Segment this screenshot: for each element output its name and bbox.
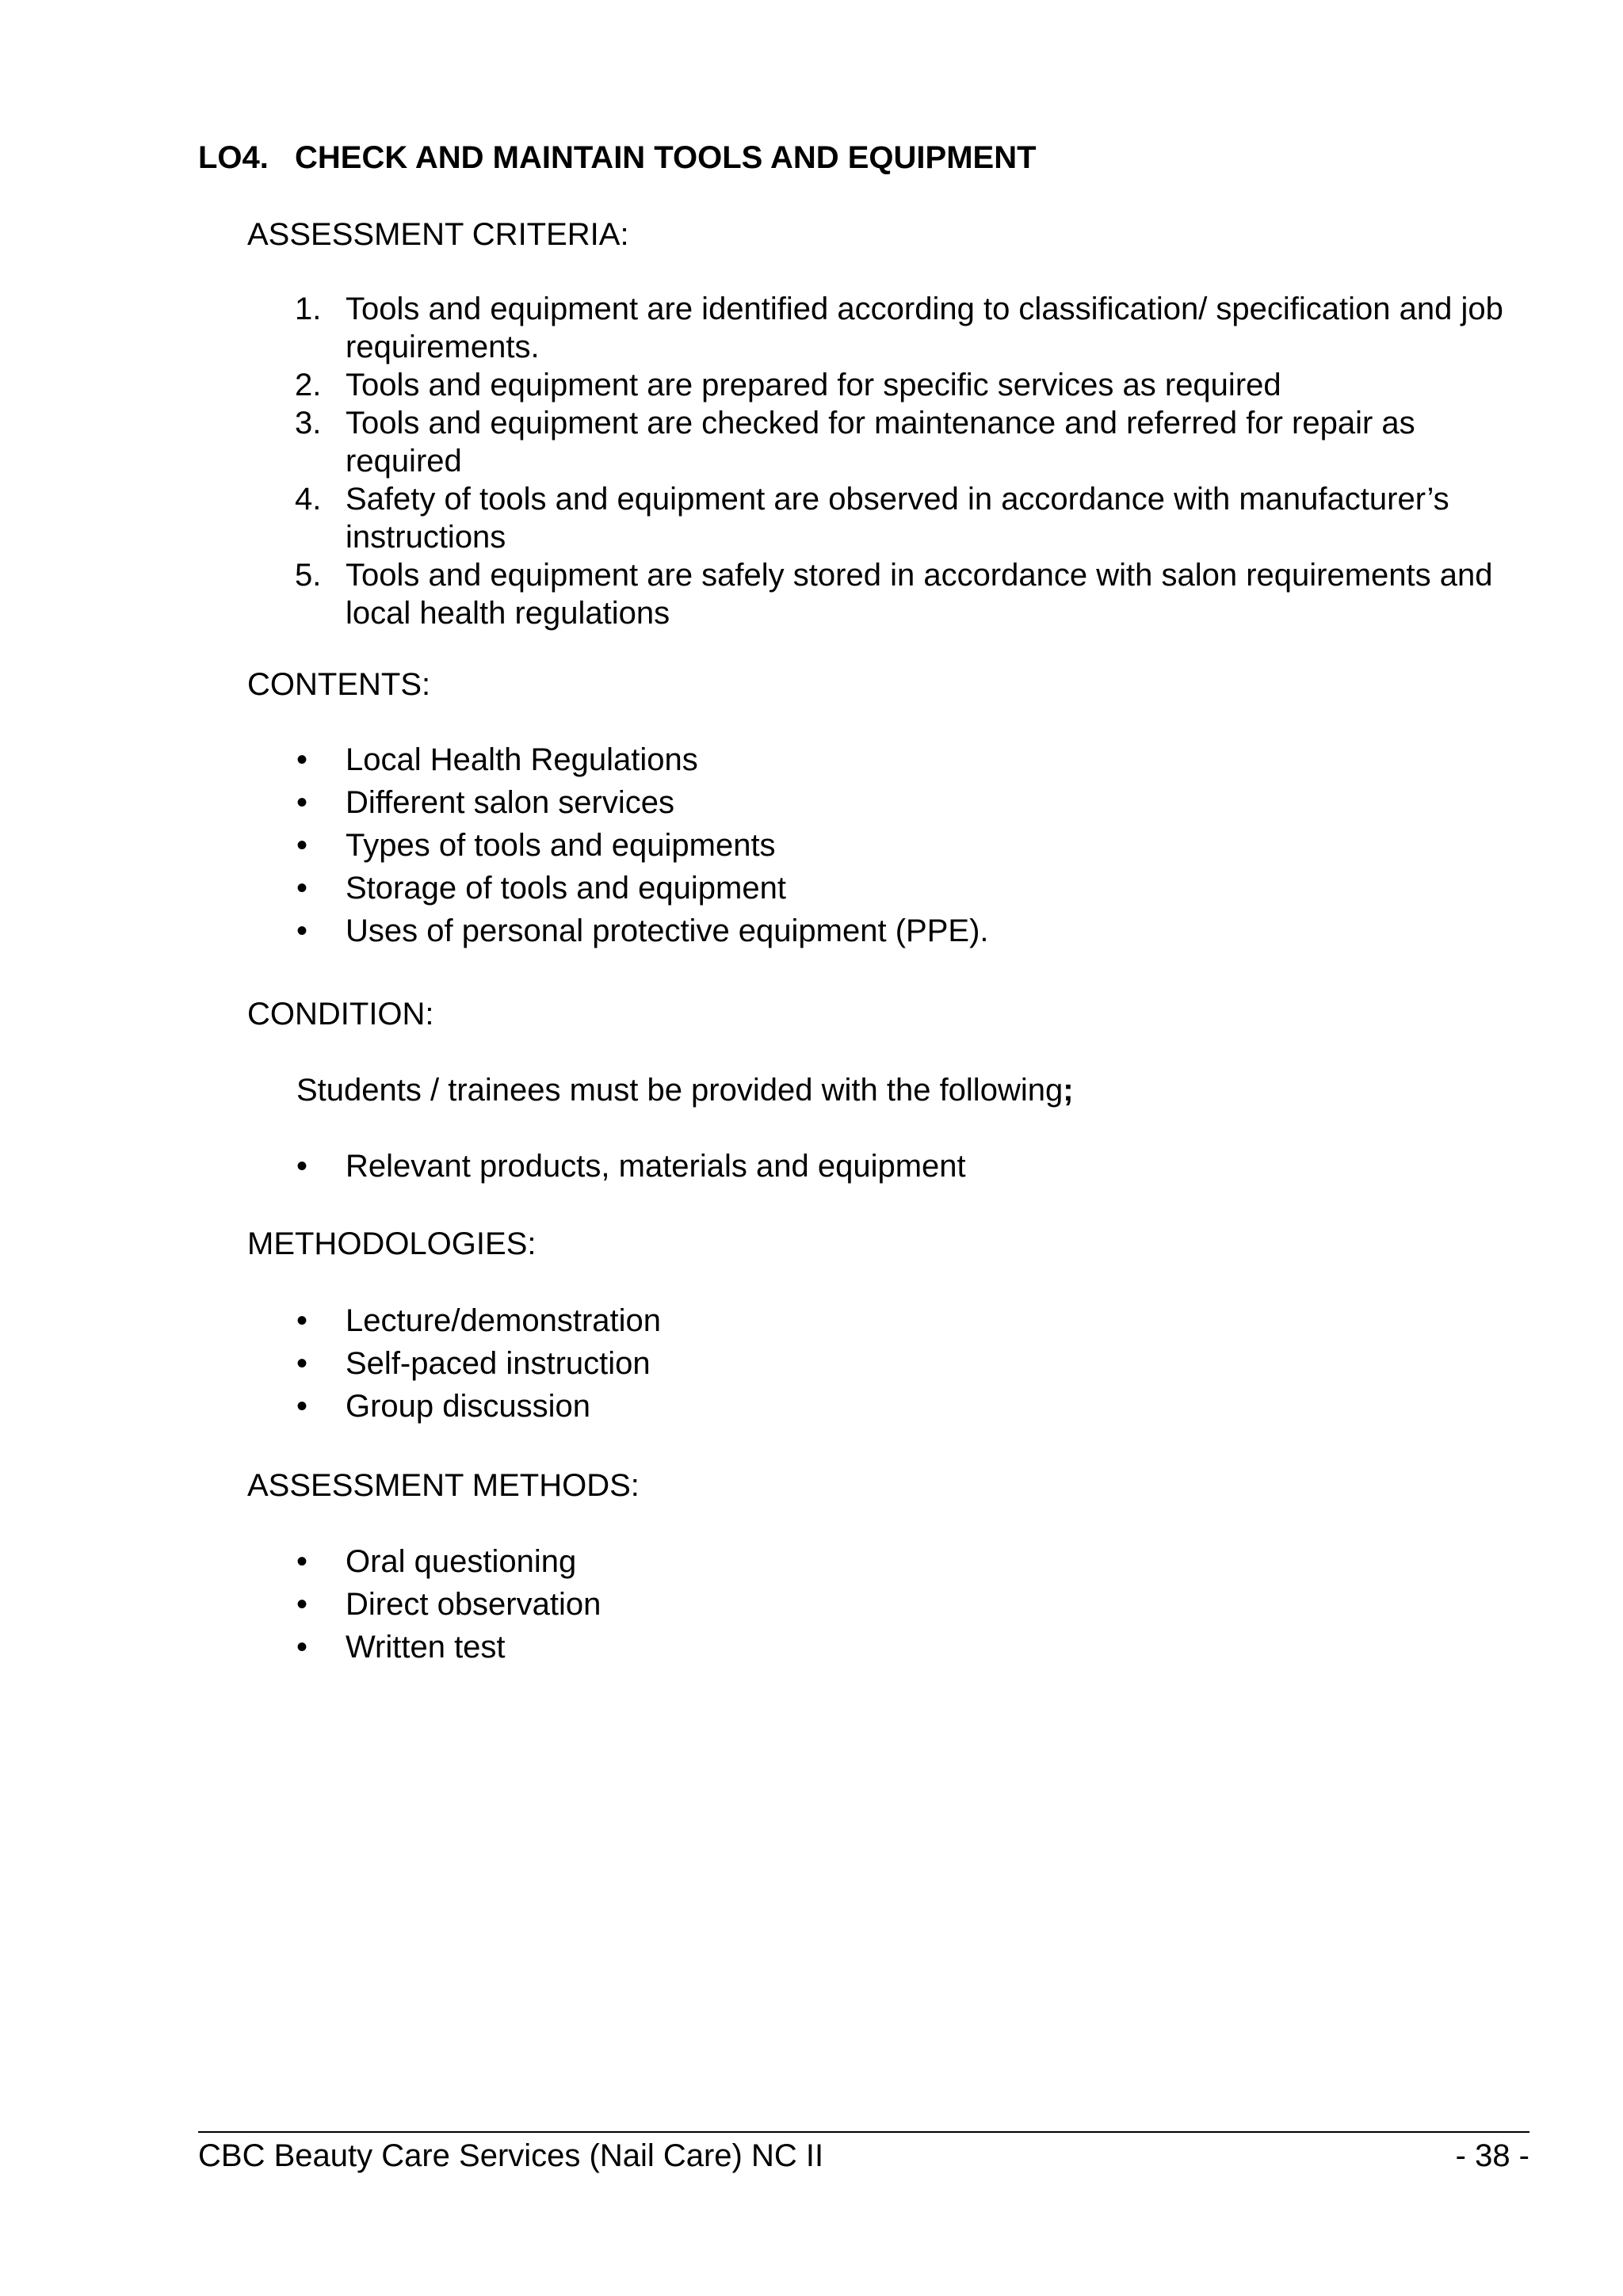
condition-intro-text: Students / trainees must be provided with the following — [296, 1073, 1064, 1108]
condition-list — [295, 1147, 1534, 1190]
bullet-icon: • — [296, 871, 308, 906]
footer-divider — [198, 2131, 1529, 2133]
list-item-text: Types of tools and equipments — [346, 828, 776, 863]
bullet-icon: • — [296, 785, 308, 820]
list-number: 5. — [295, 558, 322, 593]
list-item — [295, 784, 1534, 822]
condition-label: CONDITION: — [247, 997, 434, 1032]
bullet-icon: • — [296, 1389, 308, 1424]
contents-list — [295, 741, 1534, 955]
list-item — [295, 826, 1534, 864]
list-item-text: Safety of tools and equipment are observed in accordance with manufacturer’s instructions — [346, 482, 1449, 555]
bullet-icon: • — [296, 1630, 308, 1665]
list-item-text: Local Health Regulations — [346, 742, 698, 777]
list-item-text: Written test — [346, 1630, 506, 1665]
list-item-text: Different salon services — [346, 785, 674, 820]
list-item — [295, 869, 1534, 907]
assessment-methods-list — [295, 1543, 1534, 1671]
list-item — [295, 404, 1534, 480]
list-item — [295, 556, 1534, 632]
list-item — [295, 480, 1534, 556]
list-item-text: Tools and equipment are prepared for specific services as required — [346, 368, 1281, 402]
list-number: 3. — [295, 406, 322, 441]
list-item — [295, 1147, 1534, 1185]
list-item — [295, 1387, 1534, 1425]
bullet-icon: • — [296, 1544, 308, 1579]
list-item-text: Oral questioning — [346, 1544, 577, 1579]
bullet-icon: • — [296, 828, 308, 863]
list-item — [295, 1543, 1534, 1581]
list-item — [295, 1585, 1534, 1623]
list-item-text: Tools and equipment are safely stored in accordance with salon requirements and local health regulations — [346, 558, 1493, 631]
methodologies-label: METHODOLOGIES: — [247, 1226, 537, 1261]
bullet-icon: • — [296, 742, 308, 777]
condition-intro — [296, 1071, 1074, 1109]
bullet-icon: • — [296, 1346, 308, 1381]
list-item — [295, 1302, 1534, 1340]
bullet-icon: • — [296, 913, 308, 948]
contents-label: CONTENTS: — [247, 667, 431, 702]
heading-title: CHECK AND MAINTAIN TOOLS AND EQUIPMENT — [295, 140, 1037, 175]
assessment-criteria-list — [295, 290, 1534, 632]
assessment-methods-label: ASSESSMENT METHODS: — [247, 1468, 640, 1503]
list-item-text: Direct observation — [346, 1587, 601, 1622]
bullet-icon: • — [296, 1587, 308, 1622]
footer-document-title: CBC Beauty Care Services (Nail Care) NC II — [198, 2138, 824, 2173]
list-item-text: Lecture/demonstration — [346, 1303, 662, 1338]
methodologies-list — [295, 1302, 1534, 1430]
list-number: 1. — [295, 292, 322, 326]
footer-page-number: - 38 - — [1455, 2138, 1529, 2173]
assessment-criteria-label: ASSESSMENT CRITERIA: — [247, 217, 629, 252]
list-number: 4. — [295, 482, 322, 517]
list-item — [295, 290, 1534, 366]
list-item — [295, 1628, 1534, 1666]
condition-intro-punct: ; — [1063, 1073, 1074, 1108]
list-item-text: Self-paced instruction — [346, 1346, 651, 1381]
list-item-text: Storage of tools and equipment — [346, 871, 786, 906]
list-item-text: Tools and equipment are identified according to classification/ specification and job requirements. — [346, 292, 1503, 364]
list-item-text: Group discussion — [346, 1389, 591, 1424]
section-heading — [198, 139, 1037, 177]
heading-code: LO4. — [198, 140, 269, 175]
list-number: 2. — [295, 368, 322, 402]
list-item-text: Uses of personal protective equipment (PPE). — [346, 913, 989, 948]
bullet-icon: • — [296, 1303, 308, 1338]
list-item — [295, 741, 1534, 779]
bullet-icon: • — [296, 1149, 308, 1184]
list-item-text: Relevant products, materials and equipment — [346, 1149, 966, 1184]
list-item — [295, 1344, 1534, 1383]
list-item — [295, 912, 1534, 950]
list-item — [295, 366, 1534, 404]
list-item-text: Tools and equipment are checked for maintenance and referred for repair as required — [346, 406, 1415, 479]
